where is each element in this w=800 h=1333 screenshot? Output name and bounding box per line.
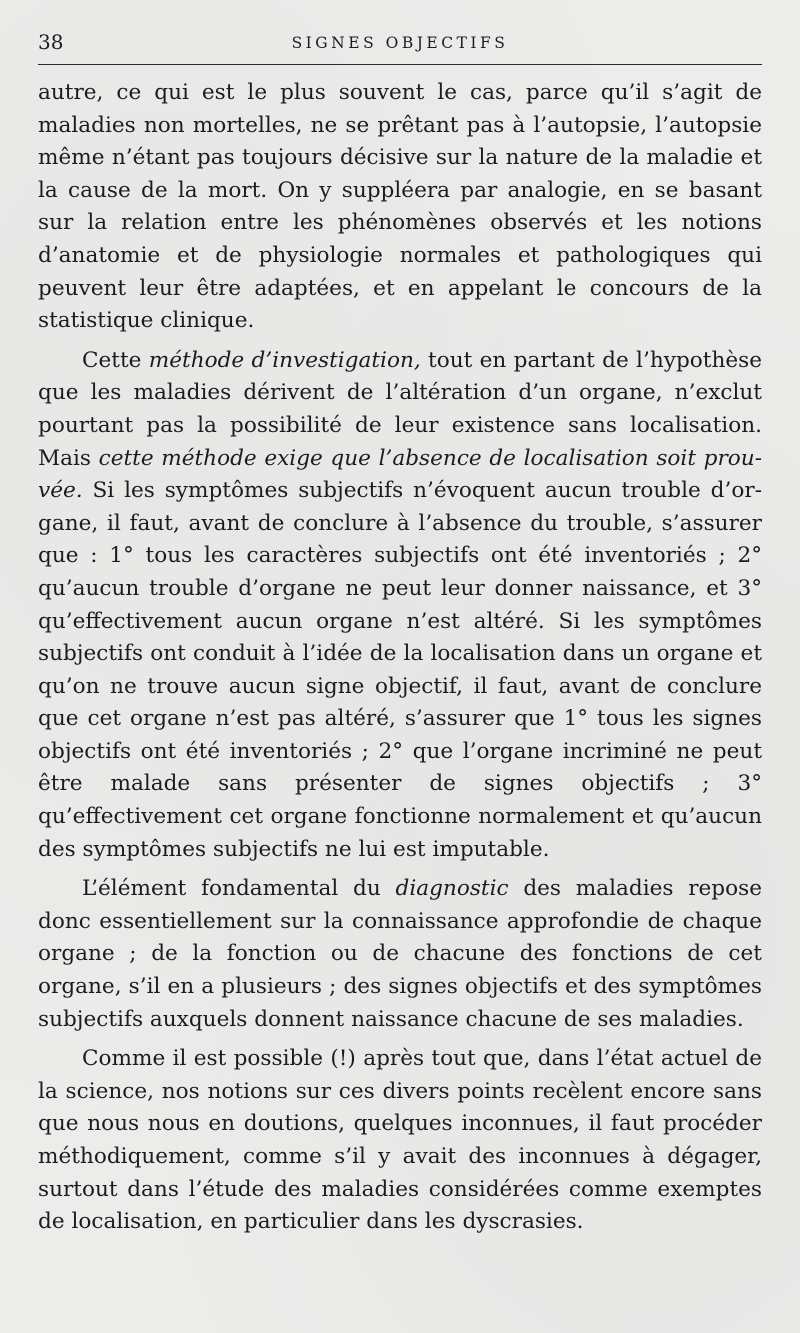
text-segment: tout en partant de l’hypothèse que les maladies dérivent de l’altération d’un organe, n’exclut pourtant pas la possibilité de leur existence sans localisation. Mais	[38, 347, 762, 471]
paragraph	[38, 1043, 762, 1239]
page-number: 38	[38, 30, 64, 54]
body-text	[38, 77, 762, 1239]
italic-text: cette méthode exige que l’absence de localisation soit prouvée.	[38, 445, 762, 504]
paragraph	[38, 77, 762, 338]
text-segment: Si les symptômes subjectifs n’évoquent aucun trouble d’organe, il faut, avant de conclure à l’absence du trouble, s’assurer que : 1° tous les caractères subjectifs ont été inventoriés ; 2° qu’aucun trouble d’organe ne peut leur donner naissance, et 3° qu’effectivement aucun organe n’est altéré. Si les symptômes subjectifs ont conduit à l’idée de la localisation dans un organe et qu’on ne trouve aucun signe objectif, il faut, avant de conclure que cet organe n’est pas altéré, s’assurer que 1° tous les signes objectifs ont été inventoriés ; 2° que l’organe incriminé ne peut être malade sans présenter de signes objectifs ; 3° qu’effectivement cet organe fonctionne normalement et qu’aucun des symptômes subjectifs ne lui est imputable.	[38, 478, 762, 862]
text-segment: autre, ce qui est le plus souvent le cas, parce qu’il s’agit de maladies non mortelles, ne se prêtant pas à l’autopsie, l’autopsie même n’étant pas toujours décisive sur la nature de la maladie et la cause de la mort. On y suppléera par analogie, en se basant sur la relation entre les phénomènes observés et les notions d’anatomie et de physiologie normales et pathologiques qui peuvent leur être adaptées, et en appelant le concours de la statistique clinique.	[38, 80, 762, 334]
paragraph	[38, 345, 762, 867]
running-title: SIGNES OBJECTIFS	[291, 34, 509, 52]
text-segment: L’élément fondamental du	[82, 876, 396, 902]
text-segment: Comme il est possible (!) après tout que, dans l’état actuel de la science, nos notions sur ces divers points recèlent encore sans que nous nous en doutions, quelques inconnues, il faut procéder méthodiquement, comme s’il y avait des inconnues à dégager, surtout dans l’étude des maladies considérées comme exemptes de localisation, en particulier dans les dyscrasies.	[38, 1046, 762, 1235]
italic-text: méthode d’investigation,	[148, 347, 421, 373]
running-header	[38, 28, 762, 65]
italic-text: diagnostic	[395, 876, 509, 902]
text-segment: des maladies repose donc essentiellement sur la connaissance approfondie de chaque organe ; de la fonction ou de chacune des fonctions de cet organe, s’il en a plusieurs ; des signes objectifs et des symptômes subjectifs auxquels donnent naissance chacune de ses maladies.	[38, 876, 762, 1032]
text-segment: Cette	[82, 347, 149, 373]
paragraph	[38, 873, 762, 1036]
